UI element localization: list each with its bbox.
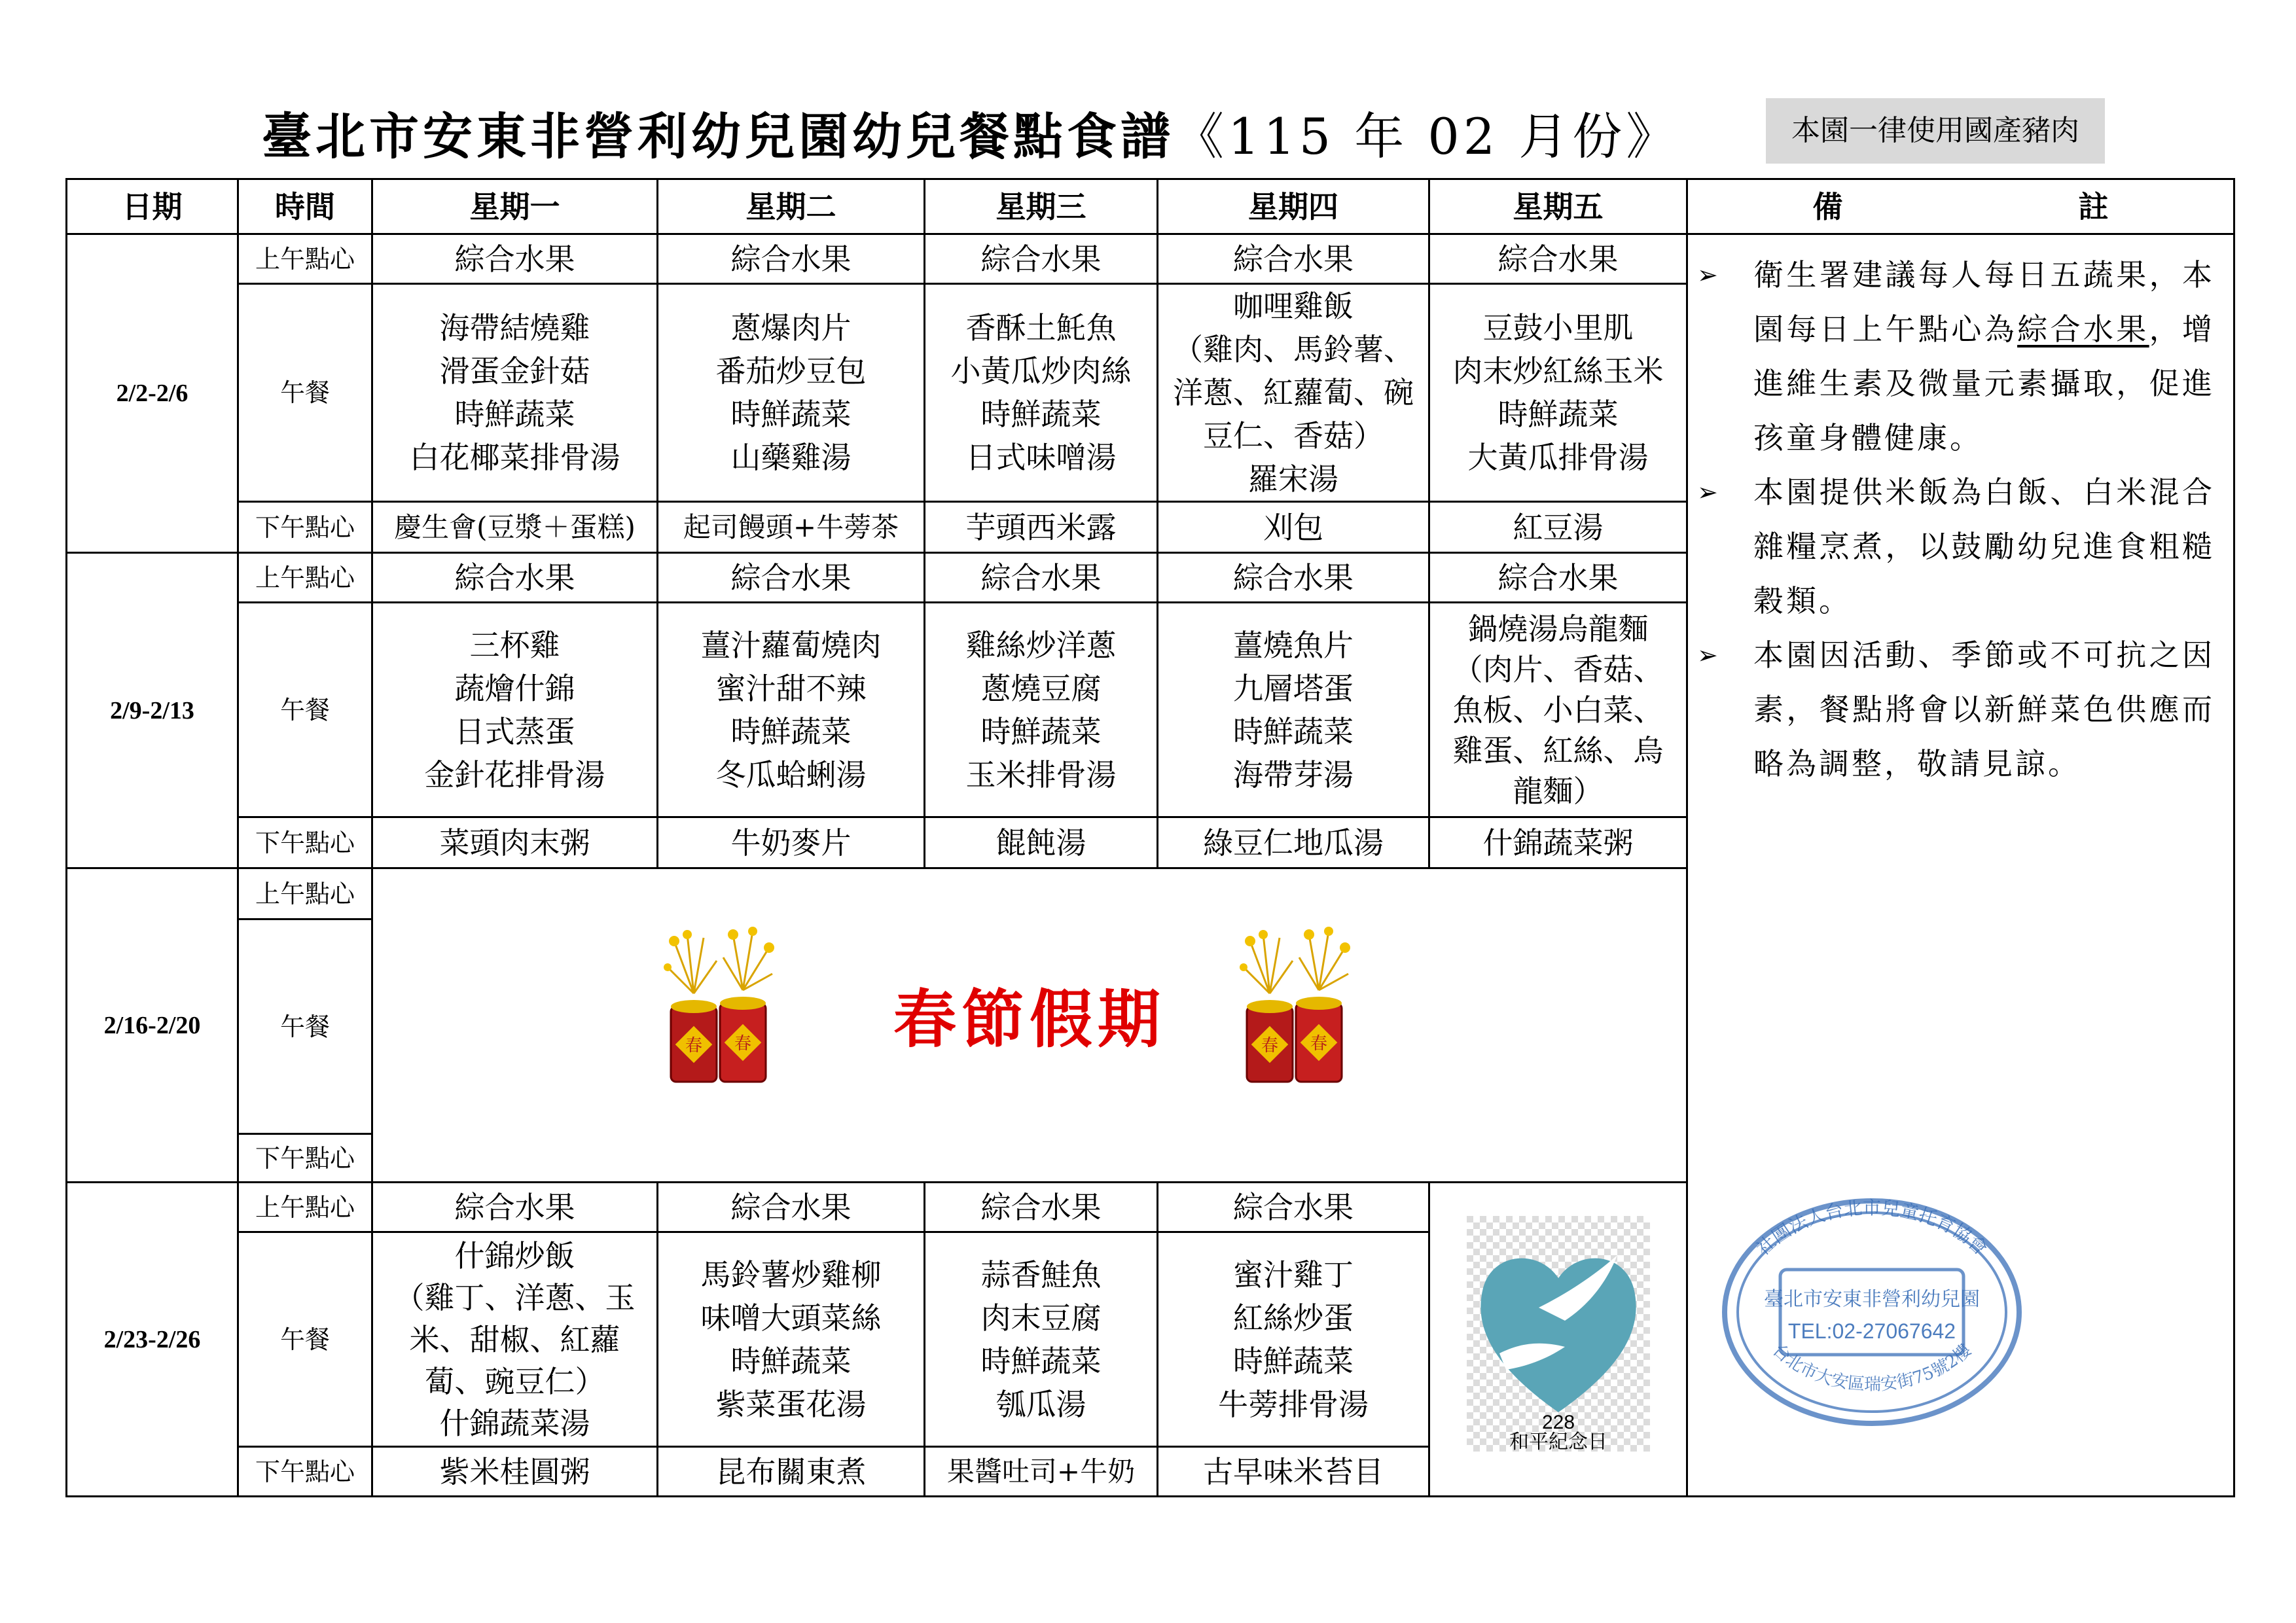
arrow-bullet-icon: ➢ [1697, 260, 1721, 289]
official-seal-stamp [1715, 1191, 2029, 1427]
seal-center-name: 臺北市安東非營利幼兒園 [1764, 1288, 1980, 1311]
header-thu: 星期四 [1158, 179, 1429, 234]
header-fri: 星期五 [1429, 179, 1687, 234]
lunch-cell: 蔥爆肉片 番茄炒豆包 時鮮蔬菜 山藥雞湯 [658, 284, 925, 502]
lunch-cell: 馬鈴薯炒雞柳 味噌大頭菜絲 時鮮蔬菜 紫菜蛋花湯 [658, 1232, 925, 1447]
menu-cell: 綜合水果 [925, 1183, 1158, 1232]
menu-cell: 綜合水果 [372, 234, 658, 284]
menu-cell: 綜合水果 [658, 234, 925, 284]
time-pm: 下午點心 [238, 1447, 372, 1497]
lunch-cell: 蒜香鮭魚 肉末豆腐 時鮮蔬菜 瓠瓜湯 [925, 1232, 1158, 1447]
header-tue: 星期二 [658, 179, 925, 234]
menu-cell: 綜合水果 [1158, 1183, 1429, 1232]
menu-cell: 綜合水果 [1158, 234, 1429, 284]
header-remarks [1687, 179, 2234, 234]
menu-cell: 綜合水果 [1158, 553, 1429, 603]
menu-cell: 綜合水果 [1429, 553, 1687, 603]
seal-tel: TEL:02-27067642 [1787, 1319, 1956, 1343]
remark-item: ➢ 本園提供米飯為白飯、白米混合雜糧烹煮，以鼓勵幼兒進食粗糙穀類。 [1695, 465, 2215, 628]
menu-cell: 果醬吐司+牛奶 [925, 1447, 1158, 1497]
menu-cell: 起司饅頭+牛蒡茶 [658, 502, 925, 553]
header-mon: 星期一 [372, 179, 658, 234]
peace-memorial-heart-icon [1467, 1216, 1650, 1452]
menu-cell: 慶生會(豆漿＋蛋糕) [372, 502, 658, 553]
week1-am-row [67, 234, 2234, 284]
menu-cell: 綜合水果 [658, 553, 925, 603]
menu-cell: 紫米桂圓粥 [372, 1447, 658, 1497]
peace-day-number: 228 [1541, 1412, 1575, 1433]
menu-cell: 什錦蔬菜粥 [1429, 817, 1687, 868]
holiday-cell [372, 868, 1687, 1183]
svg-text:春: 春 [685, 1036, 703, 1056]
peace-day-label: 和平紀念日 [1509, 1431, 1607, 1452]
time-lunch: 午餐 [238, 284, 372, 502]
menu-cell: 刈包 [1158, 502, 1429, 553]
lunch-cell: 鍋燒湯烏龍麵 （肉片、香菇、 魚板、小白菜、 雞蛋、紅絲、烏 龍麵） [1429, 603, 1687, 817]
peace-day-cell [1429, 1183, 1687, 1497]
menu-cell: 芋頭西米露 [925, 502, 1158, 553]
header-wed: 星期三 [925, 179, 1158, 234]
lunch-cell: 薑燒魚片 九層塔蛋 時鮮蔬菜 海帶芽湯 [1158, 603, 1429, 817]
week3-date: 2/16-2/20 [67, 868, 238, 1183]
svg-text:春: 春 [1261, 1036, 1279, 1056]
time-pm: 下午點心 [238, 1134, 372, 1183]
menu-cell: 餛飩湯 [925, 817, 1158, 868]
lunch-cell: 海帶結燒雞 滑蛋金針菇 時鮮蔬菜 白花椰菜排骨湯 [372, 284, 658, 502]
remarks-list [1688, 235, 2233, 791]
pork-notice: 本園一律使用國產豬肉 [1766, 98, 2105, 164]
remarks-header-1: 備 [1812, 188, 1843, 224]
lunch-cell: 豆鼓小里肌 肉末炒紅絲玉米 時鮮蔬菜 大黃瓜排骨湯 [1429, 284, 1687, 502]
menu-cell: 綜合水果 [372, 553, 658, 603]
holiday-label: 春節假期 [893, 982, 1166, 1056]
header-time: 時間 [238, 179, 372, 234]
menu-cell: 綜合水果 [372, 1183, 658, 1232]
remark-item: ➢ 衛生署建議每人每日五蔬果，本園每日上午點心為綜合水果，增進維生素及微量元素攝取，促進孩童身體健康。 [1695, 248, 2215, 465]
time-am: 上午點心 [238, 553, 372, 603]
lunch-cell: 香酥土魠魚 小黃瓜炒肉絲 時鮮蔬菜 日式味噌湯 [925, 284, 1158, 502]
svg-text:社團法人台北市兒童托育協會: 社團法人台北市兒童托育協會 [1752, 1197, 1992, 1260]
arrow-bullet-icon: ➢ [1697, 478, 1721, 507]
remark-item: ➢ 本園因活動、季節或不可抗之因素，餐點將會以新鮮菜色供應而略為調整，敬請見諒。 [1695, 628, 2215, 791]
firecracker-icon [655, 921, 785, 1092]
menu-cell: 紅豆湯 [1429, 502, 1687, 553]
time-pm: 下午點心 [238, 502, 372, 553]
lunch-cell: 什錦炒飯 （雞丁、洋蔥、玉 米、甜椒、紅蘿 蔔、豌豆仁） 什錦蔬菜湯 [372, 1232, 658, 1447]
menu-cell: 昆布關東煮 [658, 1447, 925, 1497]
arrow-bullet-icon: ➢ [1697, 641, 1721, 669]
week2-date: 2/9-2/13 [67, 553, 238, 868]
menu-cell: 綜合水果 [925, 234, 1158, 284]
menu-cell: 菜頭肉末粥 [372, 817, 658, 868]
time-lunch: 午餐 [238, 1232, 372, 1447]
time-lunch: 午餐 [238, 603, 372, 817]
header-row [67, 179, 2234, 234]
time-am: 上午點心 [238, 1183, 372, 1232]
week1-date: 2/2-2/6 [67, 234, 238, 553]
week4-date: 2/23-2/26 [67, 1183, 238, 1497]
firecracker-icon [1230, 921, 1361, 1092]
menu-cell: 牛奶麥片 [658, 817, 925, 868]
time-lunch: 午餐 [238, 919, 372, 1134]
lunch-cell: 雞絲炒洋蔥 蔥燒豆腐 時鮮蔬菜 玉米排骨湯 [925, 603, 1158, 817]
lunch-cell: 蜜汁雞丁 紅絲炒蛋 時鮮蔬菜 牛蒡排骨湯 [1158, 1232, 1429, 1447]
svg-text:春: 春 [1310, 1034, 1328, 1054]
header-date: 日期 [67, 179, 238, 234]
menu-cell: 古早味米苔目 [1158, 1447, 1429, 1497]
time-am: 上午點心 [238, 234, 372, 284]
lunch-cell: 薑汁蘿蔔燒肉 蜜汁甜不辣 時鮮蔬菜 冬瓜蛤蜊湯 [658, 603, 925, 817]
svg-text:春: 春 [734, 1034, 752, 1054]
menu-cell: 綜合水果 [658, 1183, 925, 1232]
lunch-cell: 三杯雞 蔬燴什錦 日式蒸蛋 金針花排骨湯 [372, 603, 658, 817]
menu-cell: 綠豆仁地瓜湯 [1158, 817, 1429, 868]
page-title: 臺北市安東非營利幼兒園幼兒餐點食譜《115 年 02 月份》 [262, 107, 1680, 166]
svg-text:台北市大安區瑞安街75號2樓: 台北市大安區瑞安街75號2樓 [1768, 1340, 1975, 1395]
menu-cell: 綜合水果 [925, 553, 1158, 603]
menu-cell: 綜合水果 [1429, 234, 1687, 284]
remarks-header-2: 註 [2078, 188, 2109, 224]
time-am: 上午點心 [238, 868, 372, 919]
time-pm: 下午點心 [238, 817, 372, 868]
lunch-cell: 咖哩雞飯 （雞肉、馬鈴薯、 洋蔥、紅蘿蔔、碗 豆仁、香菇） 羅宋湯 [1158, 284, 1429, 502]
